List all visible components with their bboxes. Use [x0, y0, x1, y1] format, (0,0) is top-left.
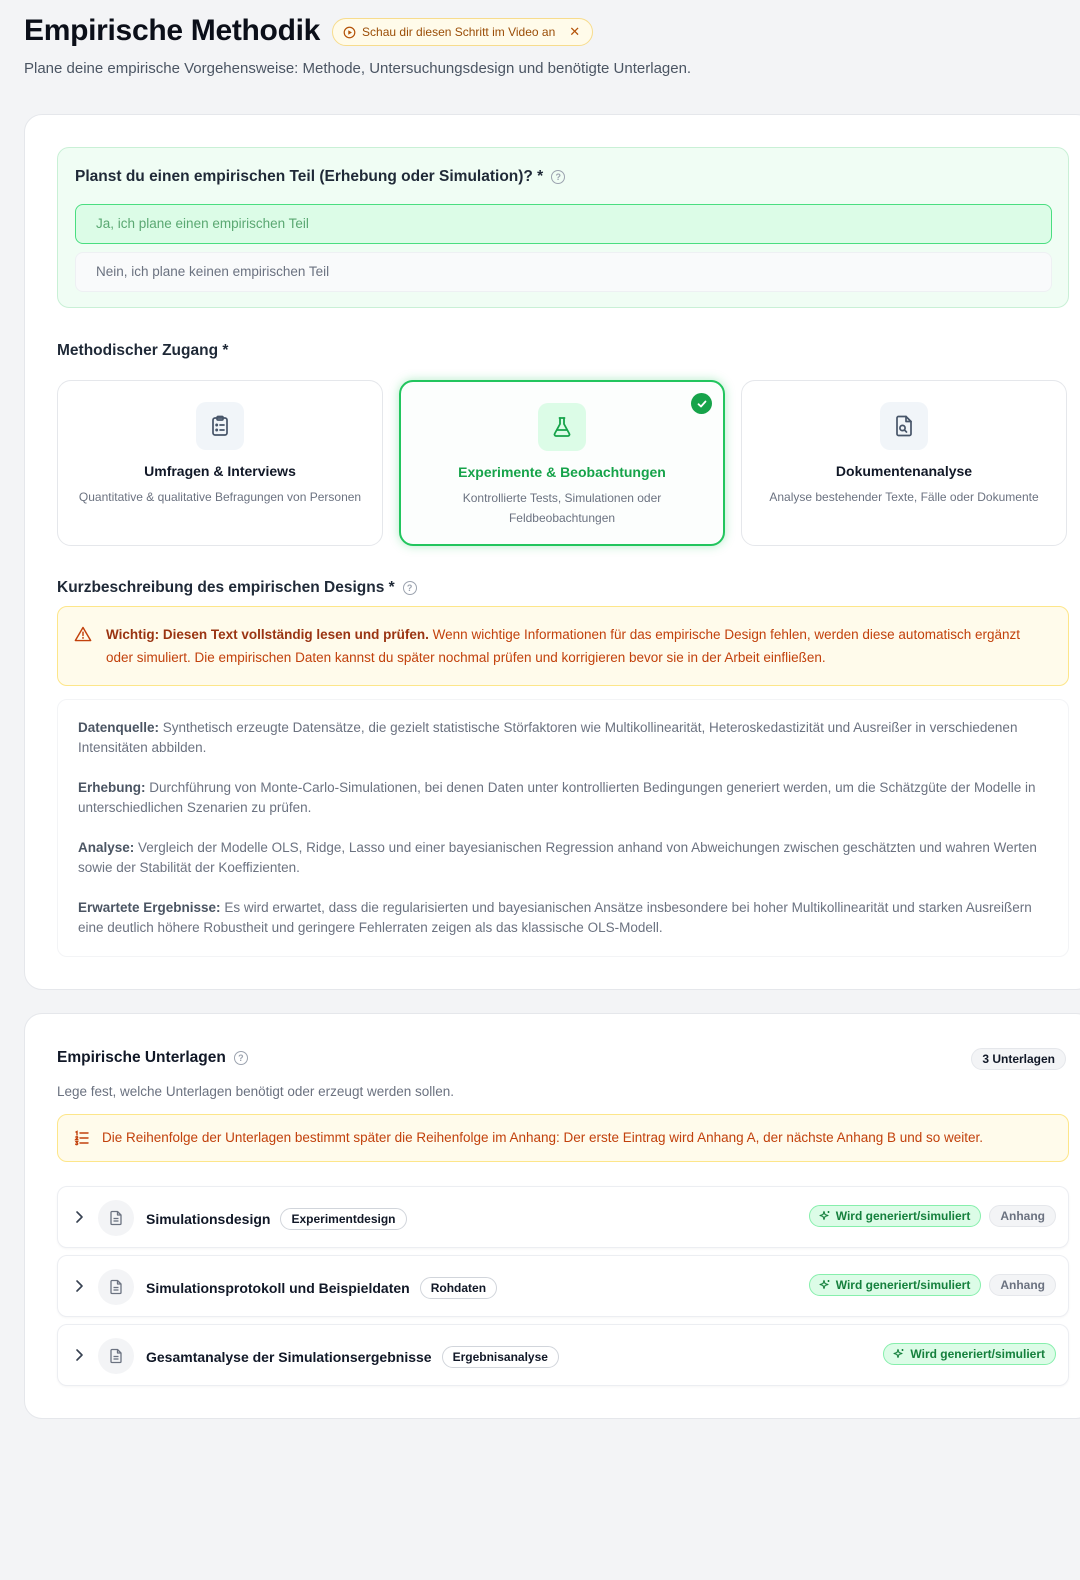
page-header: [24, 14, 1080, 77]
list-ordered-icon: [74, 1130, 90, 1146]
design-label-text: Kurzbeschreibung des empirischen Designs *: [57, 579, 395, 596]
generated-status-badge: [809, 1274, 982, 1296]
document-title-group: [146, 1346, 559, 1368]
document-status-group: [883, 1343, 1056, 1365]
design-paragraph: [78, 838, 1048, 878]
method-option-surveys[interactable]: [57, 380, 383, 546]
clipboard-icon: [196, 402, 244, 450]
document-title: Simulationsdesign: [146, 1211, 271, 1227]
appendix-badge: Anhang: [989, 1274, 1056, 1296]
file-search-icon: [880, 402, 928, 450]
help-icon[interactable]: ?: [234, 1051, 248, 1065]
chevron-right-icon[interactable]: [74, 1348, 84, 1362]
generated-status-badge: [809, 1205, 982, 1227]
documents-count-badge: 3 Unterlagen: [971, 1048, 1066, 1070]
design-paragraph-text: Durchführung von Monte-Carlo-Simulationen, bei denen Daten unter kontrollierten Bedingungen generiert werden, um die Schätzgüte der Modelle in unterschiedlichen Szenarien zu prüfen.: [78, 780, 1036, 815]
page-title: Empirische Methodik: [24, 14, 321, 47]
document-row[interactable]: [57, 1186, 1069, 1248]
documents-title: Empirische Unterlagen: [57, 1049, 226, 1066]
order-note-text: Die Reihenfolge der Unterlagen bestimmt später die Reihenfolge im Anhang: Der erste Eintrag wird Anhang A, der nächste Anhang B und so weiter.: [102, 1130, 984, 1145]
document-status-group: [809, 1205, 1056, 1227]
design-paragraph-label: Erwartete Ergebnisse:: [78, 900, 221, 915]
document-row[interactable]: [57, 1324, 1069, 1386]
document-title: Simulationsprotokoll und Beispieldaten: [146, 1280, 410, 1296]
sparkles-icon: [893, 1348, 905, 1360]
design-warning-text: Wenn wichtige Informationen für das empirische Design fehlen, werden diese automatisch ergänzt oder simuliert. Die empirischen Daten kannst du später nochmal prüfen und korrigieren bevor sie in der Arbeit einfließen.: [106, 627, 1020, 665]
file-text-icon: [98, 1338, 134, 1374]
sparkles-icon: [819, 1210, 831, 1222]
design-paragraph: [78, 718, 1048, 758]
design-paragraph-text: Synthetisch erzeugte Datensätze, die gezielt statistische Störfaktoren wie Multikollinearität, Heteroskedastizität und Ausreißer in verschiedenen Intensitäten abbilden.: [78, 720, 1018, 755]
sparkles-icon: [819, 1279, 831, 1291]
design-warning-bold: Wichtig: Diesen Text vollständig lesen und prüfen.: [106, 627, 429, 642]
appendix-badge: Anhang: [989, 1205, 1056, 1227]
chevron-right-icon[interactable]: [74, 1210, 84, 1224]
file-text-icon: [98, 1269, 134, 1305]
method-option-title: Experimente & Beobachtungen: [458, 464, 666, 480]
method-option-desc: Analyse bestehender Texte, Fälle oder Dokumente: [769, 490, 1039, 504]
close-icon[interactable]: ✕: [569, 24, 581, 39]
help-icon[interactable]: ?: [551, 170, 565, 184]
method-option-title: Dokumentenanalyse: [835, 463, 973, 479]
documents-card: [24, 1013, 1080, 1419]
method-section-label: Methodischer Zugang *: [57, 342, 229, 359]
document-type-tag: Rohdaten: [420, 1277, 497, 1299]
generated-status-label: Wird generiert/simuliert: [835, 1209, 971, 1223]
method-option-experiments[interactable]: [399, 380, 725, 546]
file-text-icon: [98, 1200, 134, 1236]
method-option-desc: Kontrollierte Tests, Simulationen oder Feldbeobachtungen: [462, 491, 662, 525]
video-hint-pill[interactable]: [332, 18, 593, 46]
document-title-group: [146, 1277, 497, 1299]
document-row[interactable]: [57, 1255, 1069, 1317]
option-no-empirical[interactable]: Nein, ich plane keinen empirischen Teil: [75, 252, 1052, 292]
method-option-documents[interactable]: [741, 380, 1067, 546]
chevron-right-icon[interactable]: [74, 1279, 84, 1293]
order-note-box: [57, 1114, 1069, 1162]
design-paragraph-label: Analyse:: [78, 840, 135, 855]
document-title: Gesamtanalyse der Simulationsergebnisse: [146, 1349, 432, 1365]
design-warning-box: [57, 606, 1069, 686]
design-description[interactable]: [57, 699, 1069, 957]
document-status-group: [809, 1274, 1056, 1296]
documents-subtitle: Lege fest, welche Unterlagen benötigt oder erzeugt werden sollen.: [57, 1084, 455, 1099]
warning-icon: [74, 626, 92, 642]
video-hint-label: Schau dir diesen Schritt im Video an: [362, 25, 556, 39]
method-option-title: Umfragen & Interviews: [144, 463, 296, 479]
design-paragraph: [78, 778, 1048, 818]
design-section-label: [57, 579, 417, 597]
generated-status-label: Wird generiert/simuliert: [835, 1278, 971, 1292]
design-paragraph: [78, 898, 1048, 938]
check-icon: [691, 393, 712, 414]
documents-header: [57, 1049, 248, 1067]
help-icon[interactable]: ?: [403, 581, 417, 595]
design-paragraph-text: Es wird erwartet, dass die regularisierten und bayesianischen Ansätze insbesondere bei hoher Multikollinearität und starken Ausreißern eine deutlich höhere Robustheit und geringere Fehlerraten zeigen als das klassische OLS-Modell.: [78, 900, 1032, 935]
document-type-tag: Ergebnisanalyse: [442, 1346, 559, 1368]
flask-icon: [538, 403, 586, 451]
play-circle-icon: [343, 26, 356, 39]
page-subtitle: Plane deine empirische Vorgehensweise: Methode, Untersuchungsdesign und benötigte Unterlagen.: [24, 60, 692, 77]
option-yes-empirical[interactable]: Ja, ich plane einen empirischen Teil: [75, 204, 1052, 244]
methodology-card: [24, 114, 1080, 990]
empirical-question-title: [75, 168, 565, 186]
empirical-question-box: [57, 147, 1069, 308]
generated-status-label: Wird generiert/simuliert: [910, 1347, 1045, 1361]
design-paragraph-label: Datenquelle:: [78, 720, 160, 735]
document-title-group: [146, 1208, 407, 1230]
document-type-tag: Experimentdesign: [280, 1208, 406, 1230]
design-paragraph-text: Vergleich der Modelle OLS, Ridge, Lasso und einer bayesianischen Regression anhand von Abweichungen zwischen geschätzten und wahren Werten sowie der Stabilität der Koeffizienten.: [78, 840, 1037, 875]
empirical-question-label: Planst du einen empirischen Teil (Erhebung oder Simulation)? *: [75, 168, 544, 185]
method-option-desc: Quantitative & qualitative Befragungen von Personen: [78, 490, 362, 504]
generated-status-badge: [883, 1343, 1056, 1365]
design-paragraph-label: Erhebung:: [78, 780, 146, 795]
